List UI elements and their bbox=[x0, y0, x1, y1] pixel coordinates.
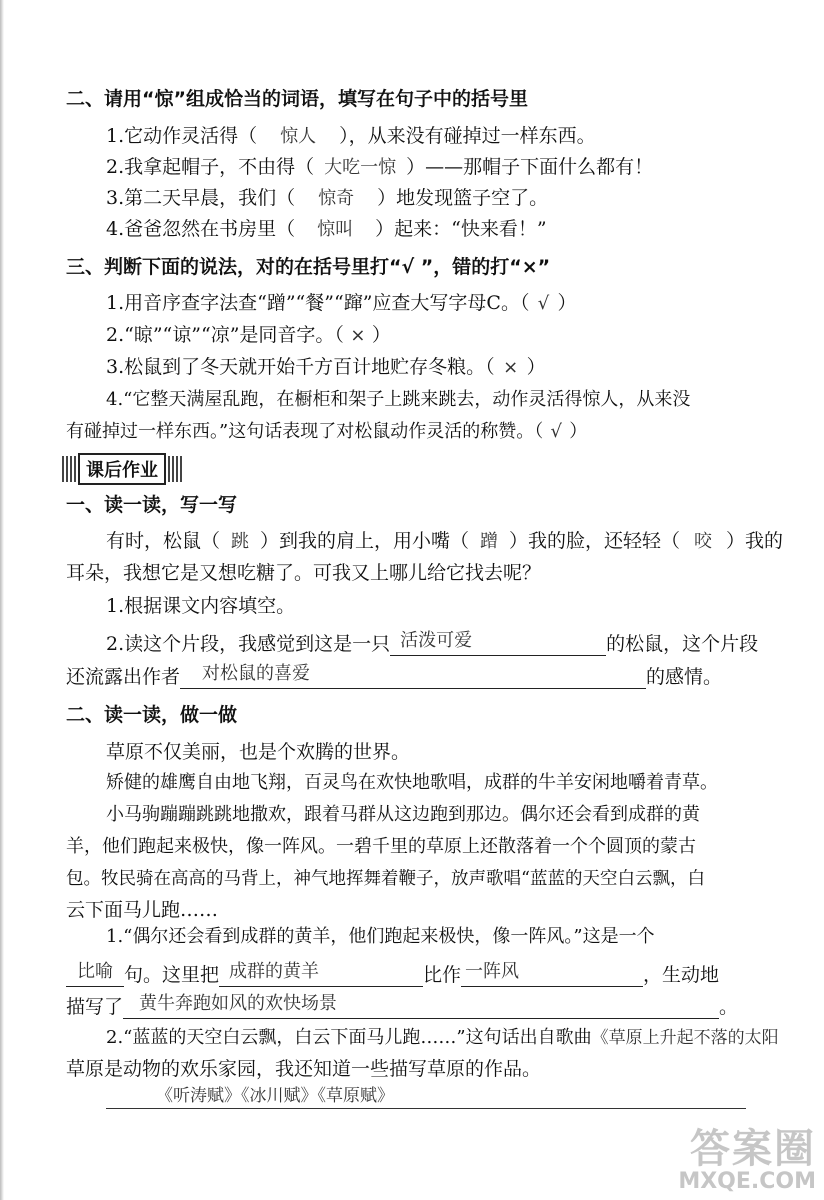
answer-mark: × bbox=[503, 357, 519, 378]
section3-item-3: 3.松鼠到了冬天就开始千方百计地贮存冬粮。（ × ） bbox=[106, 356, 546, 378]
read1-paragraph-line1: 有时，松鼠（ 跳 ）到我的肩上，用小嘴（ 蹭 ）我的脸，还轻轻（ 咬 ）我的 bbox=[106, 530, 784, 552]
section3-heading: 三、判断下面的说法，对的在括号里打“√ ”，错的打“×” bbox=[66, 256, 551, 278]
answer-text: 惊人 bbox=[280, 126, 317, 147]
answer-text: 惊奇 bbox=[318, 188, 355, 209]
answer-text: 蹭 bbox=[480, 531, 499, 552]
read1-question-2-line2: 还流露出作者 对松鼠的喜爱 的感情。 bbox=[66, 663, 723, 688]
read2-question-1-line2: 比喻 句。这里把 成群的黄羊 比作 一阵风 ，生动地 bbox=[66, 962, 719, 987]
answer-mark: √ bbox=[537, 293, 550, 314]
read2-heading: 二、读一读，做一做 bbox=[66, 704, 238, 726]
read2-question-1-line3: 描写了 黄牛奔跑如风的欢快场景 。 bbox=[66, 993, 739, 1018]
read1-heading: 一、读一读，写一写 bbox=[66, 494, 238, 516]
answer-text: 《草原上升起不落的太阳 bbox=[591, 1028, 779, 1048]
answer-rule bbox=[106, 1108, 746, 1109]
blank-line bbox=[219, 962, 423, 987]
section3-item-4-line1: 4.“它整天满屋乱跑，在橱柜和架子上跳来跳去，动作灵活得惊人，从来没 bbox=[106, 389, 691, 410]
answer-text: 对松鼠的喜爱 bbox=[202, 663, 311, 684]
read1-question-1: 1.根据课文内容填空。 bbox=[106, 595, 296, 617]
watermark bbox=[678, 1128, 816, 1194]
read1-question-2-line1: 2.读这个片段，我感觉到这是一只 活泼可爱 的松鼠，这个片段 bbox=[106, 630, 759, 655]
section2-item-1: 1.它动作灵活得（ 惊人 ），从来没有碰掉过一样东西。 bbox=[106, 125, 596, 147]
read2-paragraph-3-line3: 包。牧民骑在高高的马背上，神气地挥舞着鞭子，放声歌唱“蓝蓝的天空白云飘，白 bbox=[66, 869, 705, 889]
answer-text: 《听涛赋》《冰川赋》《草原赋》 bbox=[156, 1086, 394, 1106]
answer-mark: × bbox=[350, 325, 366, 346]
read2-paragraph-3-line2: 羊，他们跑起来极快，像一阵风。一碧千里的草原上还散落着一个个圆顶的蒙古 bbox=[66, 836, 696, 857]
blank-line bbox=[390, 631, 606, 656]
section2-item-3: 3.第二天早晨，我们（ 惊奇 ）地发现篮子空了。 bbox=[106, 187, 549, 209]
read2-paragraph-1: 草原不仅美丽，也是个欢腾的世界。 bbox=[106, 741, 411, 763]
read2-question-1-line1: 1.“偶尔还会看到成群的黄羊，他们跑起来极快，像一阵风。”这是一个 bbox=[106, 926, 655, 947]
read2-paragraph-3-line1: 小马驹蹦蹦跳跳地撒欢，跟着马群从这边跑到那边。偶尔还会看到成群的黄 bbox=[106, 804, 700, 825]
section2-item-2: 2.我拿起帽子，不由得（ 大吃一惊 ）——那帽子下面什么都有！ bbox=[106, 156, 654, 178]
section2-heading: 二、请用“惊”组成恰当的词语，填写在句子中的括号里 bbox=[66, 88, 528, 110]
read2-paragraph-3-line4: 云下面马儿跑…… bbox=[66, 899, 219, 921]
section3-item-4-line2: 有碰掉过一样东西。”这句话表现了对松鼠动作灵活的称赞。（ √ ） bbox=[66, 421, 588, 442]
tag-stripes-right bbox=[168, 456, 182, 482]
blank-line bbox=[180, 664, 646, 689]
section3-item-2: 2.“晾”“谅”“凉”是同音字。（ × ） bbox=[106, 324, 391, 346]
homework-tag-label: 课后作业 bbox=[78, 453, 166, 485]
read2-paragraph-2: 矫健的雄鹰自由地飞翔，百灵鸟在欢快地歌唱，成群的牛羊安闲地嚼着青草。 bbox=[106, 772, 718, 793]
section3-item-1: 1.用音序查字法查“蹭”“餐”“蹿”应查大写字母C。（ √ ） bbox=[106, 292, 577, 314]
blank-line bbox=[66, 962, 124, 987]
answer-text: 黄牛奔跑如风的欢快场景 bbox=[139, 993, 338, 1014]
read2-question-2-answer bbox=[156, 1083, 394, 1108]
answer-mark: √ bbox=[550, 421, 562, 442]
section2-item-4: 4.爸爸忽然在书房里（ 惊叫 ）起来：“快来看！” bbox=[106, 218, 547, 240]
answer-text: 一阵风 bbox=[465, 961, 520, 982]
answer-text: 比喻 bbox=[77, 961, 113, 982]
answer-text: 跳 bbox=[231, 531, 250, 552]
answer-text: 惊叫 bbox=[317, 219, 354, 240]
answer-text: 大吃一惊 bbox=[324, 157, 397, 178]
answer-text: 活泼可爱 bbox=[400, 630, 473, 651]
read2-question-2-line1: 2.“蓝蓝的天空白云飘，白云下面马儿跑……”这句话出自歌曲《草原上升起不落的太阳 bbox=[106, 1027, 779, 1048]
watermark-url: MXQE.COM bbox=[678, 1169, 816, 1194]
answer-text: 咬 bbox=[694, 531, 713, 552]
read1-paragraph-line2: 耳朵，我想它是又想吃糖了。可我又上哪儿给它找去呢？ bbox=[66, 562, 542, 584]
tag-stripes-left bbox=[62, 456, 76, 482]
blank-line bbox=[123, 994, 719, 1019]
watermark-logo: 答案圈 bbox=[690, 1126, 816, 1172]
homework-tag bbox=[62, 454, 182, 484]
answer-text: 成群的黄羊 bbox=[229, 961, 320, 982]
read2-question-2-line2: 草原是动物的欢乐家园，我还知道一些描写草原的作品。 bbox=[66, 1058, 542, 1080]
blank-line bbox=[461, 962, 643, 987]
